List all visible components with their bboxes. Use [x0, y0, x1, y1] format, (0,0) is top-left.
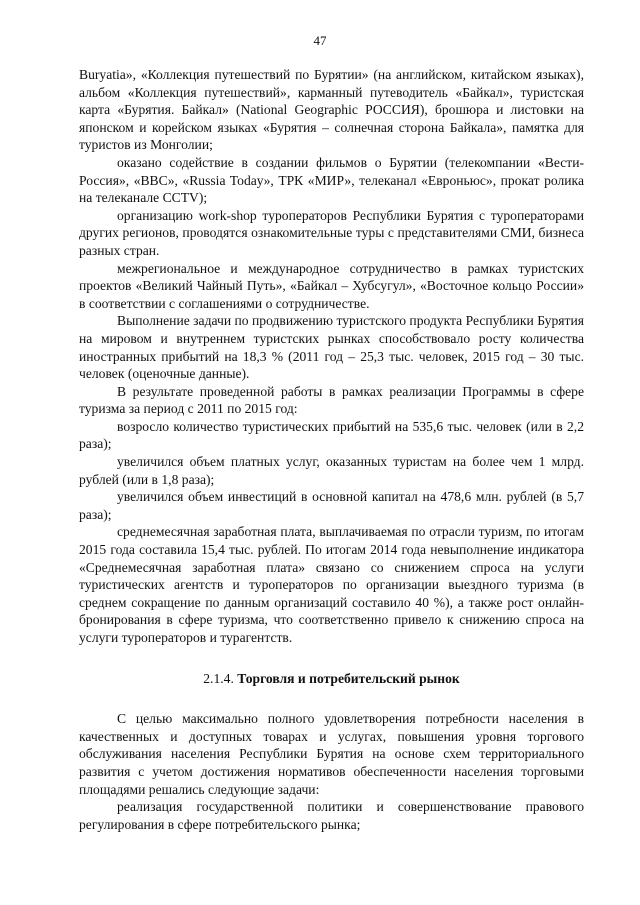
paragraph: Buryatia», «Коллекция путешествий по Бурятии» (на английском, китайском языках), альбом «Коллекция путешествий», карманный путеводитель «Байкал», туристская карта «Бурятия. Байкал» (National Geographic РОССИЯ), брошюра и листовки на японском и корейском языках «Бурятия – солнечная сторона Байкала», памятка для туристов из Монголии;	[79, 67, 584, 153]
paragraph: С целью максимально полного удовлетворения потребности населения в качественных и доступных товарах и услугах, повышения уровня торгового обслуживания населения Республики Бурятия на основе схем территориального развития с учетом достижения нормативов обеспеченности населения торговыми площадями решались следующие задачи:	[79, 711, 584, 797]
paragraph: оказано содействие в создании фильмов о Бурятии (телекомпании «Вести-Россия», «BBC», «Russia Today», ТРК «МИР», телеканал «Евроньюс», прокат ролика на телеканале CCTV);	[79, 154, 584, 206]
section-number: 2.1.4.	[203, 670, 234, 686]
paragraph: среднемесячная заработная плата, выплачиваемая по отрасли туризм, по итогам 2015 года составила 15,4 тыс. рублей. По итогам 2014 года невыполнение индикатора «Среднемесячная заработная плата» связано со снижением спроса на услуги туристических агентств и туроператоров по организации выездного туризма (в среднем сокращение по данным организаций составило 40 %), а также рост онлайн-бронирования в сфере туризма, что соответственно привело к снижению спроса на услуги туроператоров и турагентств.	[79, 524, 584, 645]
paragraph: межрегиональное и международное сотрудничество в рамках туристских проектов «Великий Чайный Путь», «Байкал – Хубсугул», «Восточное кольцо России» в соответствии с соглашениями о сотрудничестве.	[79, 260, 584, 311]
page-number: 47	[313, 33, 327, 48]
paragraph: увеличился объем инвестиций в основной капитал на 478,6 млн. рублей (в 5,7 раза);	[79, 489, 584, 522]
paragraphs-after	[79, 710, 584, 833]
document-body	[79, 66, 584, 833]
paragraph: В результате проведенной работы в рамках реализации Программы в сфере туризма за период с 2011 по 2015 год:	[79, 383, 584, 417]
paragraph: реализация государственной политики и совершенствование правового регулирования в сфере потребительского рынка;	[79, 799, 584, 832]
paragraph: Выполнение задачи по продвижению туристского продукта Республики Бурятия на мировом и внутреннем туристских рынках способствовало росту количества иностранных прибытий на 18,3 % (2011 год – 25,3 тыс. человек, 2015 год – 30 тыс. человек (оценочные данные).	[79, 313, 584, 382]
section-title: Торговля и потребительский рынок	[237, 670, 460, 686]
paragraph: увеличился объем платных услуг, оказанных туристам на более чем 1 млрд. рублей (или в 1,8 раза);	[79, 454, 584, 487]
section-heading	[79, 670, 584, 688]
paragraph: возросло количество туристических прибытий на 535,6 тыс. человек (или в 2,2 раза);	[79, 418, 584, 452]
paragraph: организацию work-shop туроператоров Республики Бурятия с туроператорами других регионов, проводятся ознакомительные туры с представителями СМИ, бизнеса разных стран.	[79, 207, 584, 258]
paragraphs-before	[79, 66, 584, 647]
